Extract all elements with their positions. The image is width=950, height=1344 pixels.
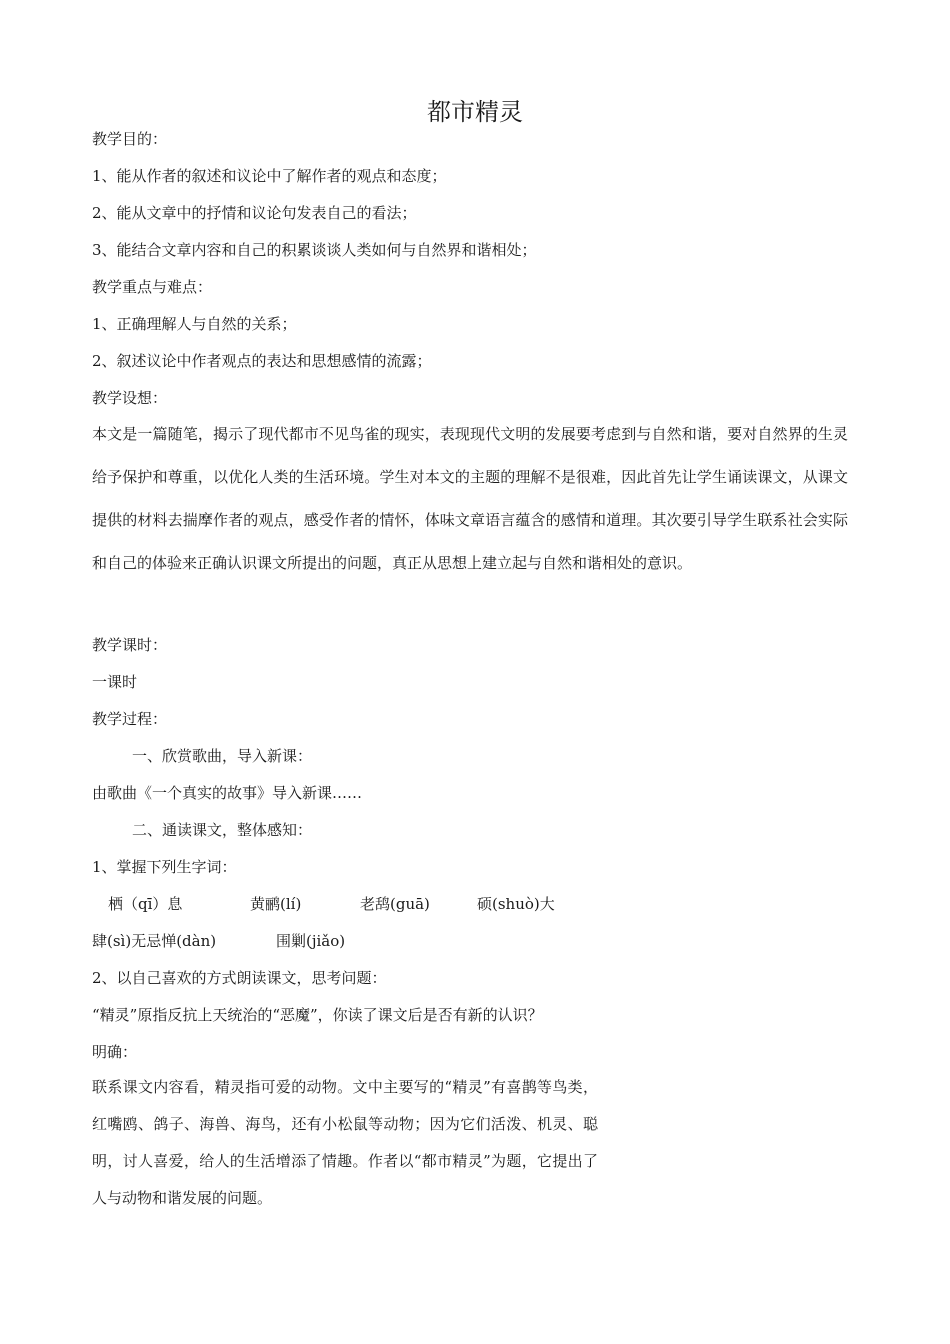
vocab-word: 黄鹂(lí) bbox=[250, 895, 302, 913]
key-point-2: 2、叙述议论中作者观点的表达和思想感情的流露； bbox=[92, 352, 432, 370]
step-1-heading: 一、欣赏歌曲，导入新课： bbox=[132, 747, 313, 765]
vocab-word: 硕(shuò)大 bbox=[477, 895, 555, 913]
heading-design: 教学设想： bbox=[92, 389, 168, 407]
answer-paragraph: 联系课文内容看，精灵指可爱的动物。文中主要写的“精灵”有喜鹊等鸟类，红嘴鸥、鸽子、海兽、海鸟，还有小松鼠等动物；因为它们活泼、机灵、聪明，讨人喜爱，给人的生活增添了情趣。作者以“都市精灵”为题，它提出了人与动物和谐发展的问题。 bbox=[92, 1078, 598, 1207]
heading-objectives: 教学目的： bbox=[92, 130, 168, 148]
step-2-heading: 二、通读课文，整体感知： bbox=[132, 821, 313, 839]
document-title: 都市精灵 bbox=[427, 98, 523, 126]
vocab-word: 肆(sì)无忌惮(dàn) bbox=[92, 932, 217, 950]
heading-periods: 教学课时： bbox=[92, 636, 168, 654]
vocab-word: 老鸹(guā) bbox=[360, 895, 430, 913]
key-point-1: 1、正确理解人与自然的关系； bbox=[92, 315, 297, 333]
periods-value: 一课时 bbox=[92, 673, 138, 691]
vocab-word: 栖（qī）息 bbox=[108, 895, 183, 913]
heading-process: 教学过程： bbox=[92, 710, 168, 728]
vocab-heading: 1、掌握下列生字词： bbox=[92, 858, 237, 876]
objective-1: 1、能从作者的叙述和议论中了解作者的观点和态度； bbox=[92, 167, 447, 185]
objective-3: 3、能结合文章内容和自己的积累谈谈人类如何与自然界和谐相处； bbox=[92, 241, 537, 259]
design-paragraph: 本文是一篇随笔，揭示了现代都市不见鸟雀的现实，表现现代文明的发展要考虑到与自然和谐，要对自然界的生灵给予保护和尊重，以优化人类的生活环境。学生对本文的主题的理解不是很难，因此首先让学生诵读课文，从课文提供的材料去揣摩作者的观点，感受作者的情怀，体味文章语言蕴含的感情和道理。其次要引导学生联系社会实际和自己的体验来正确认识课文所提出的问题，真正从思想上建立起与自然和谐相处的意识。 bbox=[92, 425, 848, 572]
step-1-text: 由歌曲《一个真实的故事》导入新课…… bbox=[92, 784, 363, 802]
vocab-word: 围剿(jiǎo) bbox=[276, 932, 346, 950]
heading-key-points: 教学重点与难点： bbox=[92, 278, 213, 296]
question-text: “精灵”原指反抗上天统治的“恶魔”，你读了课文后是否有新的认识？ bbox=[92, 1006, 543, 1024]
objective-2: 2、能从文章中的抒情和议论句发表自己的看法； bbox=[92, 204, 417, 222]
reading-task: 2、以自己喜欢的方式朗读课文，思考问题： bbox=[92, 969, 387, 987]
answer-label: 明确： bbox=[92, 1043, 138, 1061]
